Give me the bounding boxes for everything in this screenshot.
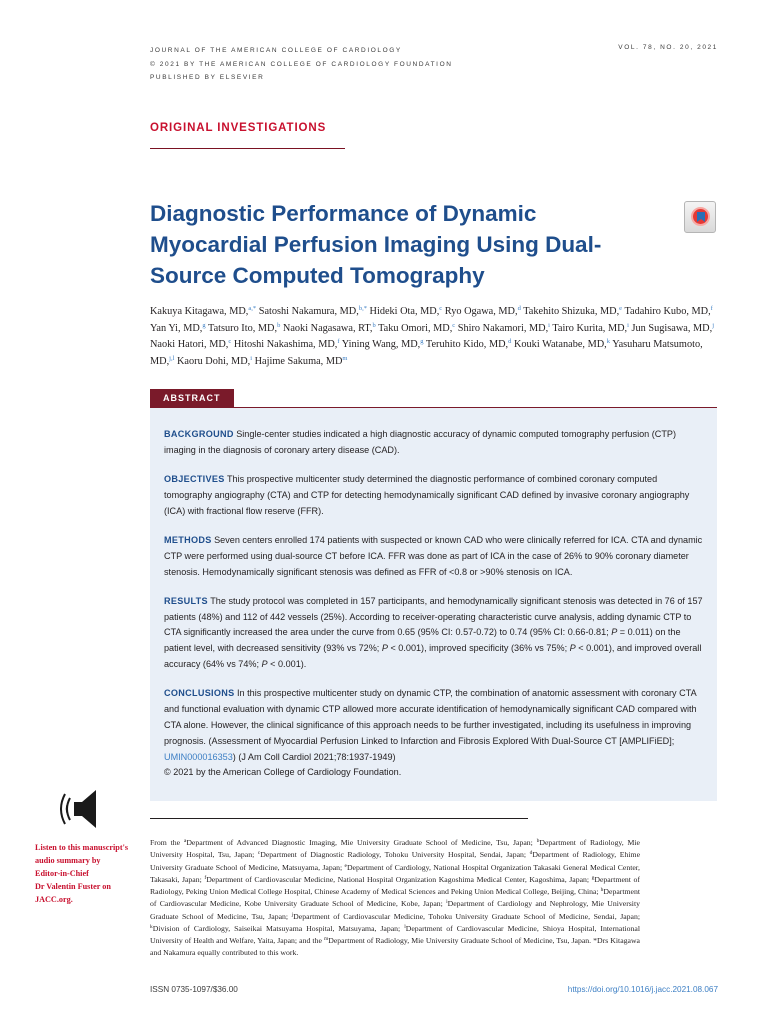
audio-summary-note[interactable]: Listen to this manuscript's audio summary by Editor-in-Chief Dr Valentin Fuster on JACC.org. (35, 843, 129, 904)
author: Hajime Sakuma, $MD^m$ (254, 354, 348, 367)
abstract-conclusions: CONCLUSIONS In this prospective multicenter study on dynamic CTP, the combination of anatomic assessment with coronary CTA and functional evaluation with dynamic CTP allowed more accurate identification of hemodynamically significant CAD compared with CTA alone. However, the clinical significance of this approach needs to be further investigated, including its usefulness in improving prognosis. (Assessment of Myocardial Perfusion Linked to Infarction and Fibrosis Explored With Dual-Source CT [AMPLIFiED]; UMIN000016353) (J Am Coll Cardiol 2021;78:1937-1949) © 2021 by the American College of Cardiology Foundation. (164, 688, 697, 778)
journal-volume: VOL. 78, NO. 20, 2021 (618, 44, 718, 51)
author: Kakuya Kitagawa, MD,$^{a,*}$ (150, 305, 257, 317)
author: Yan Yi, MD,$^g$ (150, 321, 206, 334)
author: Tatsuro Ito, MD,$^b$ (208, 321, 281, 334)
footnote-divider (150, 818, 528, 819)
author: Naoki Nagasawa, RT,$^b$ (282, 321, 376, 334)
journal-publisher: PUBLISHED BY ELSEVIER (150, 74, 265, 81)
abstract-objectives: OBJECTIVES This prospective multicenter study determined the diagnostic performance of combined coronary computed tomography angiography (CTA) and CTP for detecting hemodynamically significant CAD defined by invasive coronary angiography (ICA) with fractional flow reserve (FFR). (164, 474, 690, 516)
author: Yining Wang, MD,$^g$ (341, 338, 424, 350)
author: Shiro Nakamori, MD,$^i$ (457, 321, 550, 334)
abstract-background: BACKGROUND Single-center studies indicated a high diagnostic accuracy of dynamic computed tomography perfusion (CTP) imaging in the diagnosis of coronary artery disease (CAD). (164, 429, 676, 455)
abstract-results: RESULTS The study protocol was completed in 157 participants, and hemodynamically significant stenosis was detected in 76 of 157 patients (48%) and 112 of 442 vessels (25%). According to receiver-operating characteristic curve analysis, adding dynamic CTP to CTA significantly increased the area under the curve from 0.65 (95% CI: 0.57-0.72) to 0.74 (95% CI: 0.66-0.81; P = 0.011) on the patient level, with decreased sensitivity (93% vs 72%; P < 0.001), improved specificity (36% vs 75%; P < 0.001), and improved overall accuracy (64% vs 74%; P < 0.001). (164, 595, 703, 670)
author: Hideki Ota, MD,$^c$ (369, 305, 443, 317)
author: Hitoshi Nakashima, MD,$^f$ (233, 338, 340, 350)
abstract-copyright: © 2021 by the American College of Cardiology Foundation. (164, 767, 402, 778)
journal-name: JOURNAL OF THE AMERICAN COLLEGE OF CARDIOLOGY (150, 47, 402, 54)
abstract-tab: ABSTRACT (150, 389, 234, 408)
author: Kouki Watanabe, MD,$^k$ (513, 338, 610, 350)
journal-copyright: © 2021 BY THE AMERICAN COLLEGE OF CARDIOLOGY FOUNDATION (150, 60, 453, 68)
author: Kaoru Dohi, MD,$^i$ (177, 354, 253, 367)
journal-header (150, 44, 453, 85)
author-list (150, 304, 725, 370)
author: Tairo Kurita, MD,$^i$ (552, 321, 629, 334)
affiliations-footnote: From the $^a$Department of Advanced Diagnostic Imaging, Mie University Graduate School of Medicine, Tsu, Japan; $^b$Department of Radiology, Mie University Hospital, Tsu, Japan; $^c$Department of Diagnostic Radiology, Tohoku University Hospital, Sendai, Japan; $^d$Department of Radiology, Ehime University Graduate School of Medicine, Matsuyama, Japan; $^e$Department of Cardiology, National Hospital Organization Takasaki General Medical Center, Takasaki, Japan; $^f$Department of Cardiovascular Medicine, National Hospital Organization Kagoshima Medical Center, Kagoshima, Japan; $^g$Department of Radiology, Peking Union Medical College Hospital, Chinese Academy of Medical Sciences and Peking Union Medical College, Beijing, China; $^h$Department of Cardiovascular Medicine, Kobe University Graduate School of Medicine, Kobe, Japan; $^i$Department of Cardiology and Nephrology, Mie University Graduate School of Medicine, Tsu, Japan; $^j$Department of Cardiovascular Medicine, Tohoku University Graduate School of Medicine, Sendai, Japan; $^k$Division of Cardiology, Saiseikai Matsuyama Hospital, Matsuyama, Japan; $^l$Department of Cardiovascular Medicine, Shioya Hospital, International University of Health and Welfare, Yaita, Japan; and the $^m$Department of Radiology, Mie University Graduate School of Medicine, Tsu, Japan. *Drs Kitagawa and Nakamura equally contributed to this work. (150, 838, 641, 958)
author: Yasuharu Matsumoto, MD,$^{j,l}$ (150, 339, 703, 367)
author: Takehito Shizuka, MD,$^e$ (523, 305, 623, 317)
article-title: Diagnostic Performance of Dynamic Myocardial Perfusion Imaging Using Dual-Source Computed Tomography (150, 201, 602, 288)
author: Naoki Hatori, MD,$^c$ (150, 338, 232, 350)
author: Jun Sugisawa, MD,$^j$ (631, 321, 714, 334)
speaker-icon[interactable] (60, 786, 110, 832)
crossmark-icon[interactable] (684, 201, 716, 233)
section-divider (150, 148, 345, 149)
issn: ISSN 0735-1097/$36.00 (150, 985, 238, 994)
abstract-body (164, 427, 704, 795)
section-label: ORIGINAL INVESTIGATIONS (150, 122, 327, 134)
abstract-methods: METHODS Seven centers enrolled 174 patients with suspected or known CAD who were clinically referred for ICA. CTA and dynamic CTP were performed using dual-source CT before ICA. FFR was done as part of ICA in the case of 26% to 90% coronary diameter stenosis. Hemodynamically significant stenosis was defined as FFR of <0.8 or >90% stenosis on ICA. (164, 534, 703, 577)
author: Satoshi Nakamura, MD,$^{b,*}$ (258, 305, 367, 317)
author: Teruhito Kido, MD,$^d$ (425, 338, 512, 350)
author: Taku Omori, MD,$^c$ (378, 321, 456, 334)
trial-registry-link[interactable]: UMIN000016353 (164, 751, 233, 762)
doi-link[interactable]: https://doi.org/10.1016/j.jacc.2021.08.067 (567, 985, 718, 994)
author: Tadahiro Kubo, MD,$^f$ (624, 305, 713, 317)
author: Ryo Ogawa, MD,$^d$ (444, 305, 521, 317)
